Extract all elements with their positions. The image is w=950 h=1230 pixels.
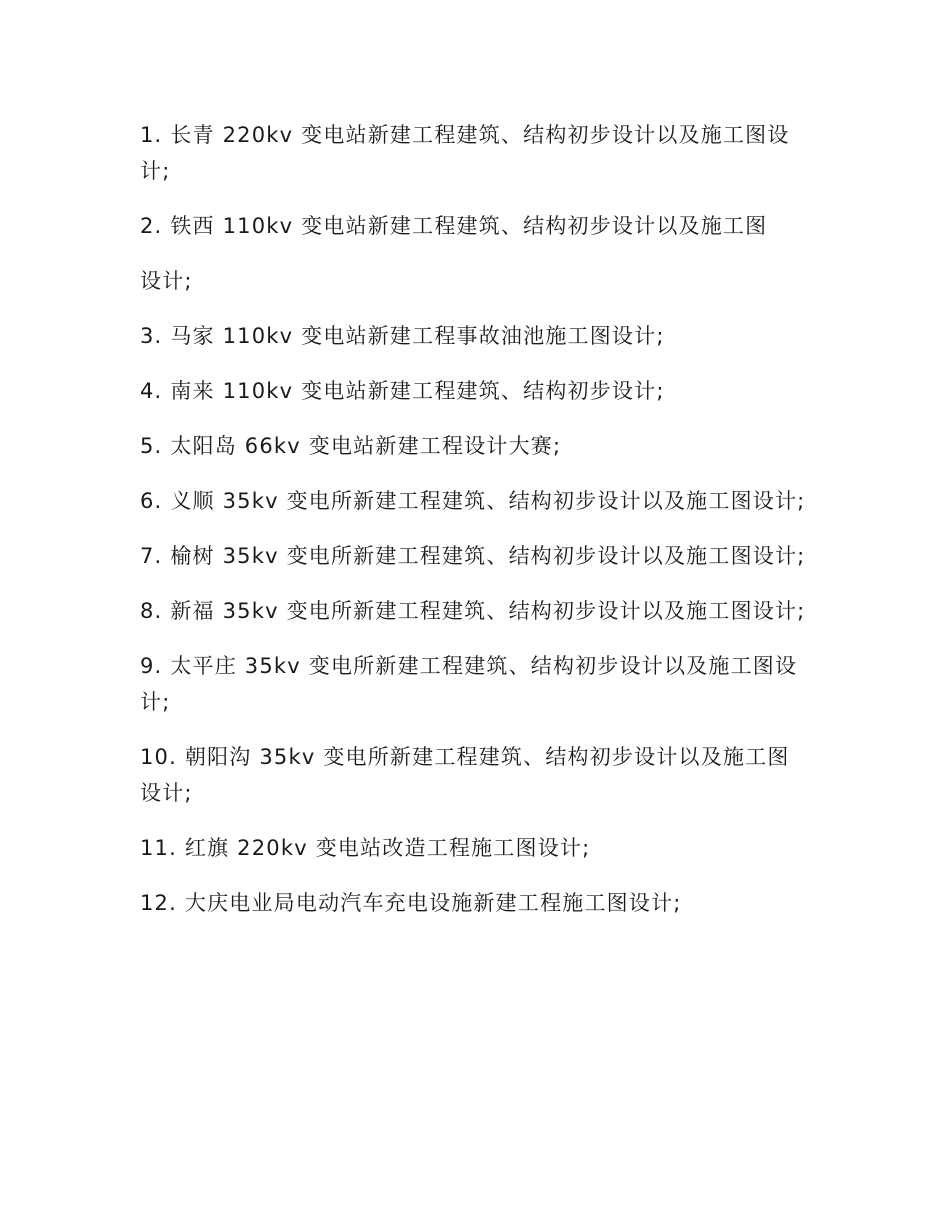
- item-text: 马家 110kv 变电站新建工程事故油池施工图设计;: [162, 324, 665, 348]
- list-item: [140, 117, 810, 189]
- list-item: [140, 830, 810, 866]
- item-text: 太平庄 35kv 变电所新建工程建筑、结构初步设计以及施工图设计;: [140, 654, 798, 714]
- list-item: [140, 593, 810, 629]
- item-number: 2.: [140, 214, 163, 238]
- project-list: [140, 117, 810, 940]
- list-item: [140, 318, 810, 354]
- item-text: 南来 110kv 变电站新建工程建筑、结构初步设计;: [162, 379, 665, 403]
- item-text: 铁西 110kv 变电站新建工程建筑、结构初步设计以及施工图: [162, 214, 768, 238]
- item-text: 红旗 220kv 变电站改造工程施工图设计;: [177, 836, 591, 860]
- list-item: [140, 885, 810, 921]
- list-item: [140, 739, 810, 811]
- item-number: 5.: [140, 434, 163, 458]
- item-text: 长青 220kv 变电站新建工程建筑、结构初步设计以及施工图设计;: [140, 123, 790, 183]
- item-text: 义顺 35kv 变电所新建工程建筑、结构初步设计以及施工图设计;: [162, 489, 806, 513]
- list-item: [140, 538, 810, 574]
- item-number: 1.: [140, 123, 163, 147]
- item-number: 4.: [140, 379, 163, 403]
- item-number: 9.: [140, 654, 163, 678]
- list-item: [140, 373, 810, 409]
- item-number: 6.: [140, 489, 163, 513]
- item-text: 太阳岛 66kv 变电站新建工程设计大赛;: [162, 434, 562, 458]
- item-number: 10.: [140, 745, 177, 769]
- list-item: [140, 208, 810, 244]
- item-text: 设计;: [140, 269, 193, 293]
- item-number: 12.: [140, 891, 177, 915]
- item-text: 榆树 35kv 变电所新建工程建筑、结构初步设计以及施工图设计;: [162, 544, 806, 568]
- list-item: [140, 483, 810, 519]
- item-text: 朝阳沟 35kv 变电所新建工程建筑、结构初步设计以及施工图设计;: [140, 745, 790, 805]
- item-number: 11.: [140, 836, 177, 860]
- item-number: 7.: [140, 544, 163, 568]
- list-item-continuation: [140, 263, 810, 299]
- list-item: [140, 428, 810, 464]
- item-text: 新福 35kv 变电所新建工程建筑、结构初步设计以及施工图设计;: [162, 599, 806, 623]
- item-number: 8.: [140, 599, 163, 623]
- item-text: 大庆电业局电动汽车充电设施新建工程施工图设计;: [177, 891, 682, 915]
- list-item: [140, 648, 810, 720]
- item-number: 3.: [140, 324, 163, 348]
